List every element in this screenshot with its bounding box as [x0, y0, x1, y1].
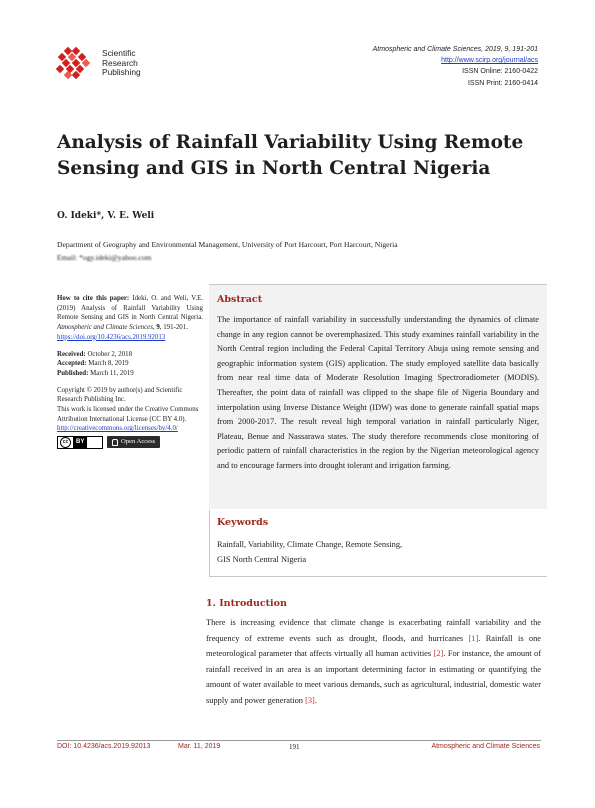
intro-text-1: There is increasing evidence that climate change is exacerbating rainfall variability and the frequency of extreme events such as drought, floods, and hurricanes [206, 618, 541, 643]
citation-ref-2[interactable]: [2] [433, 649, 444, 659]
how-to-cite-volume: 9 [156, 324, 160, 332]
journal-citation: Atmospheric and Climate Sciences, 2019, 9, 191-201 [372, 46, 538, 53]
keywords-line-2: GIS North Central Nigeria [217, 554, 307, 564]
open-access-badge[interactable] [107, 436, 160, 448]
intro-text-4: . [314, 695, 317, 705]
section-heading-introduction: 1. Introduction [206, 598, 287, 609]
footer-date: Mar. 11, 2019 [178, 743, 221, 750]
affiliation-block [57, 238, 398, 264]
article-info-sidebar [57, 294, 203, 449]
keywords [217, 538, 477, 567]
published-date: March 11, 2019 [90, 369, 134, 377]
keywords-heading: Keywords [217, 517, 269, 528]
article-title [57, 130, 547, 182]
copyright-line: Copyright © 2019 by author(s) and Scientific Research Publishing Inc. [57, 386, 183, 404]
citation-ref-1[interactable]: [1] [468, 633, 479, 643]
abstract-text: The importance of rainfall variability in successfully understanding the dynamics of climate change in any region cannot be overemphasized. This study examines rainfall variability in the North Central region including the Federal Capital Territory Abuja using remote sensing and geographic information system (GIS) application. The study employed satellite data basically from near real time data of Moderate Resolution Imaging Spectroradiometer (MODIS). Thereafter, the point data of rainfall was clipped to the shape file of Nigeria Boundary and interpolation using Inverse Distance Weight (IDW) was done to generate rainfall spatial maps from 2000-2017. The result reveal high temporal variation in rainfall particularly Niger, Plateau, Benue and Nassarawa states. The study therefore recommends close monitoring of periodic pattern of rainfall characteristics in the region by the Nigerian meteorological agency and to encourage farmers into drought tolerant and irrigation farming. [217, 315, 539, 470]
issn-online: ISSN Online: 2160-0422 [462, 68, 538, 76]
received-label: Received: [57, 350, 86, 358]
footer-doi: DOI: 10.4236/acs.2019.92013 [57, 743, 151, 750]
authors: O. Ideki*, V. E. Weli [57, 211, 155, 221]
received-date: October 2, 2018 [87, 350, 133, 358]
dates [57, 350, 203, 379]
intro-text-3: . For instance, the amount of rainfall received in an area is an important determining factor in estimating or quantifying the amount of water available to meet various demands, such as agricultural, industrial, domestic water supply and power generation [206, 649, 542, 705]
logo-diamond [56, 65, 64, 73]
keywords-line-1: Rainfall, Variability, Climate Change, Remote Sensing, [217, 540, 403, 549]
cc-by-label: BY [73, 437, 87, 448]
journal-header [373, 44, 538, 89]
cc-icon: cc [60, 437, 71, 448]
abstract-heading: Abstract [217, 294, 263, 305]
title-line-2: Sensing and GIS in North Central Nigeria [57, 158, 491, 179]
keywords-divider-horizontal [209, 576, 547, 577]
journal-url-link[interactable]: http://www.scirp.org/journal/acs [441, 57, 538, 65]
email: Email: *ogy.ideki@yahoo.com [57, 253, 152, 262]
footer-rule [57, 740, 541, 741]
doi-link[interactable]: https://doi.org/10.4236/acs.2019.92013 [57, 333, 166, 341]
how-to-cite-text: Ideki, O. and Weli, V.E. (2019) Analysis of Rainfall Variability Using Remote Sensing and GIS in North Central Nigeria. [57, 295, 203, 322]
badges [57, 436, 203, 449]
license-text: This work is licensed under the Creative Commons Attribution International License (CC BY 4.0). [57, 406, 199, 423]
how-to-cite-journal: Atmospheric and Climate Sciences [57, 324, 153, 332]
license-link[interactable]: http://creativecommons.org/licenses/by/4.0/ [57, 425, 178, 433]
accepted-date: March 8, 2019 [88, 360, 129, 368]
page-number: 191 [289, 743, 300, 751]
publisher-line-2: Research [102, 57, 138, 68]
abstract-box [209, 284, 547, 509]
cc-by-badge[interactable] [57, 436, 103, 449]
intro-text-2: . Rainfall is one meteorological parameter that affects virtually all human activities [206, 633, 541, 659]
how-to-cite-pages: , 191-201. [159, 324, 188, 332]
citation-ref-3[interactable]: [3] [305, 695, 315, 705]
how-to-cite-label: How to cite this paper: [57, 295, 130, 302]
copyright [57, 386, 203, 450]
publisher-line-3: Publishing [102, 67, 141, 78]
how-to-cite: How to cite this paper: Ideki, O. and Weli, V.E. (2019) Analysis of Rainfall Variability Using Remote Sensing and GIS in North Central Nigeria. Atmospheric and Climate Sciences, 9, 191-201. https://doi.org/10.4236/acs.2019.92013 [57, 295, 203, 341]
publisher-name [102, 49, 141, 78]
affiliation: Department of Geography and Environmental Management, University of Port Harcourt, Port Harcourt, Nigeria [57, 240, 398, 249]
accepted-label: Accepted: [57, 360, 87, 368]
publisher-line-1: Scientific [102, 48, 136, 58]
title-line-1: Analysis of Rainfall Variability Using Remote [57, 132, 524, 153]
footer-journal: Atmospheric and Climate Sciences [431, 743, 540, 750]
open-access-label: Open Access [121, 438, 156, 446]
published-label: Published: [57, 369, 89, 377]
scirp-logo [54, 43, 104, 81]
issn-print: ISSN Print: 2160-0414 [467, 79, 538, 87]
open-lock-icon [112, 439, 118, 446]
introduction-paragraph [206, 615, 541, 709]
keywords-divider-vertical [209, 510, 210, 576]
